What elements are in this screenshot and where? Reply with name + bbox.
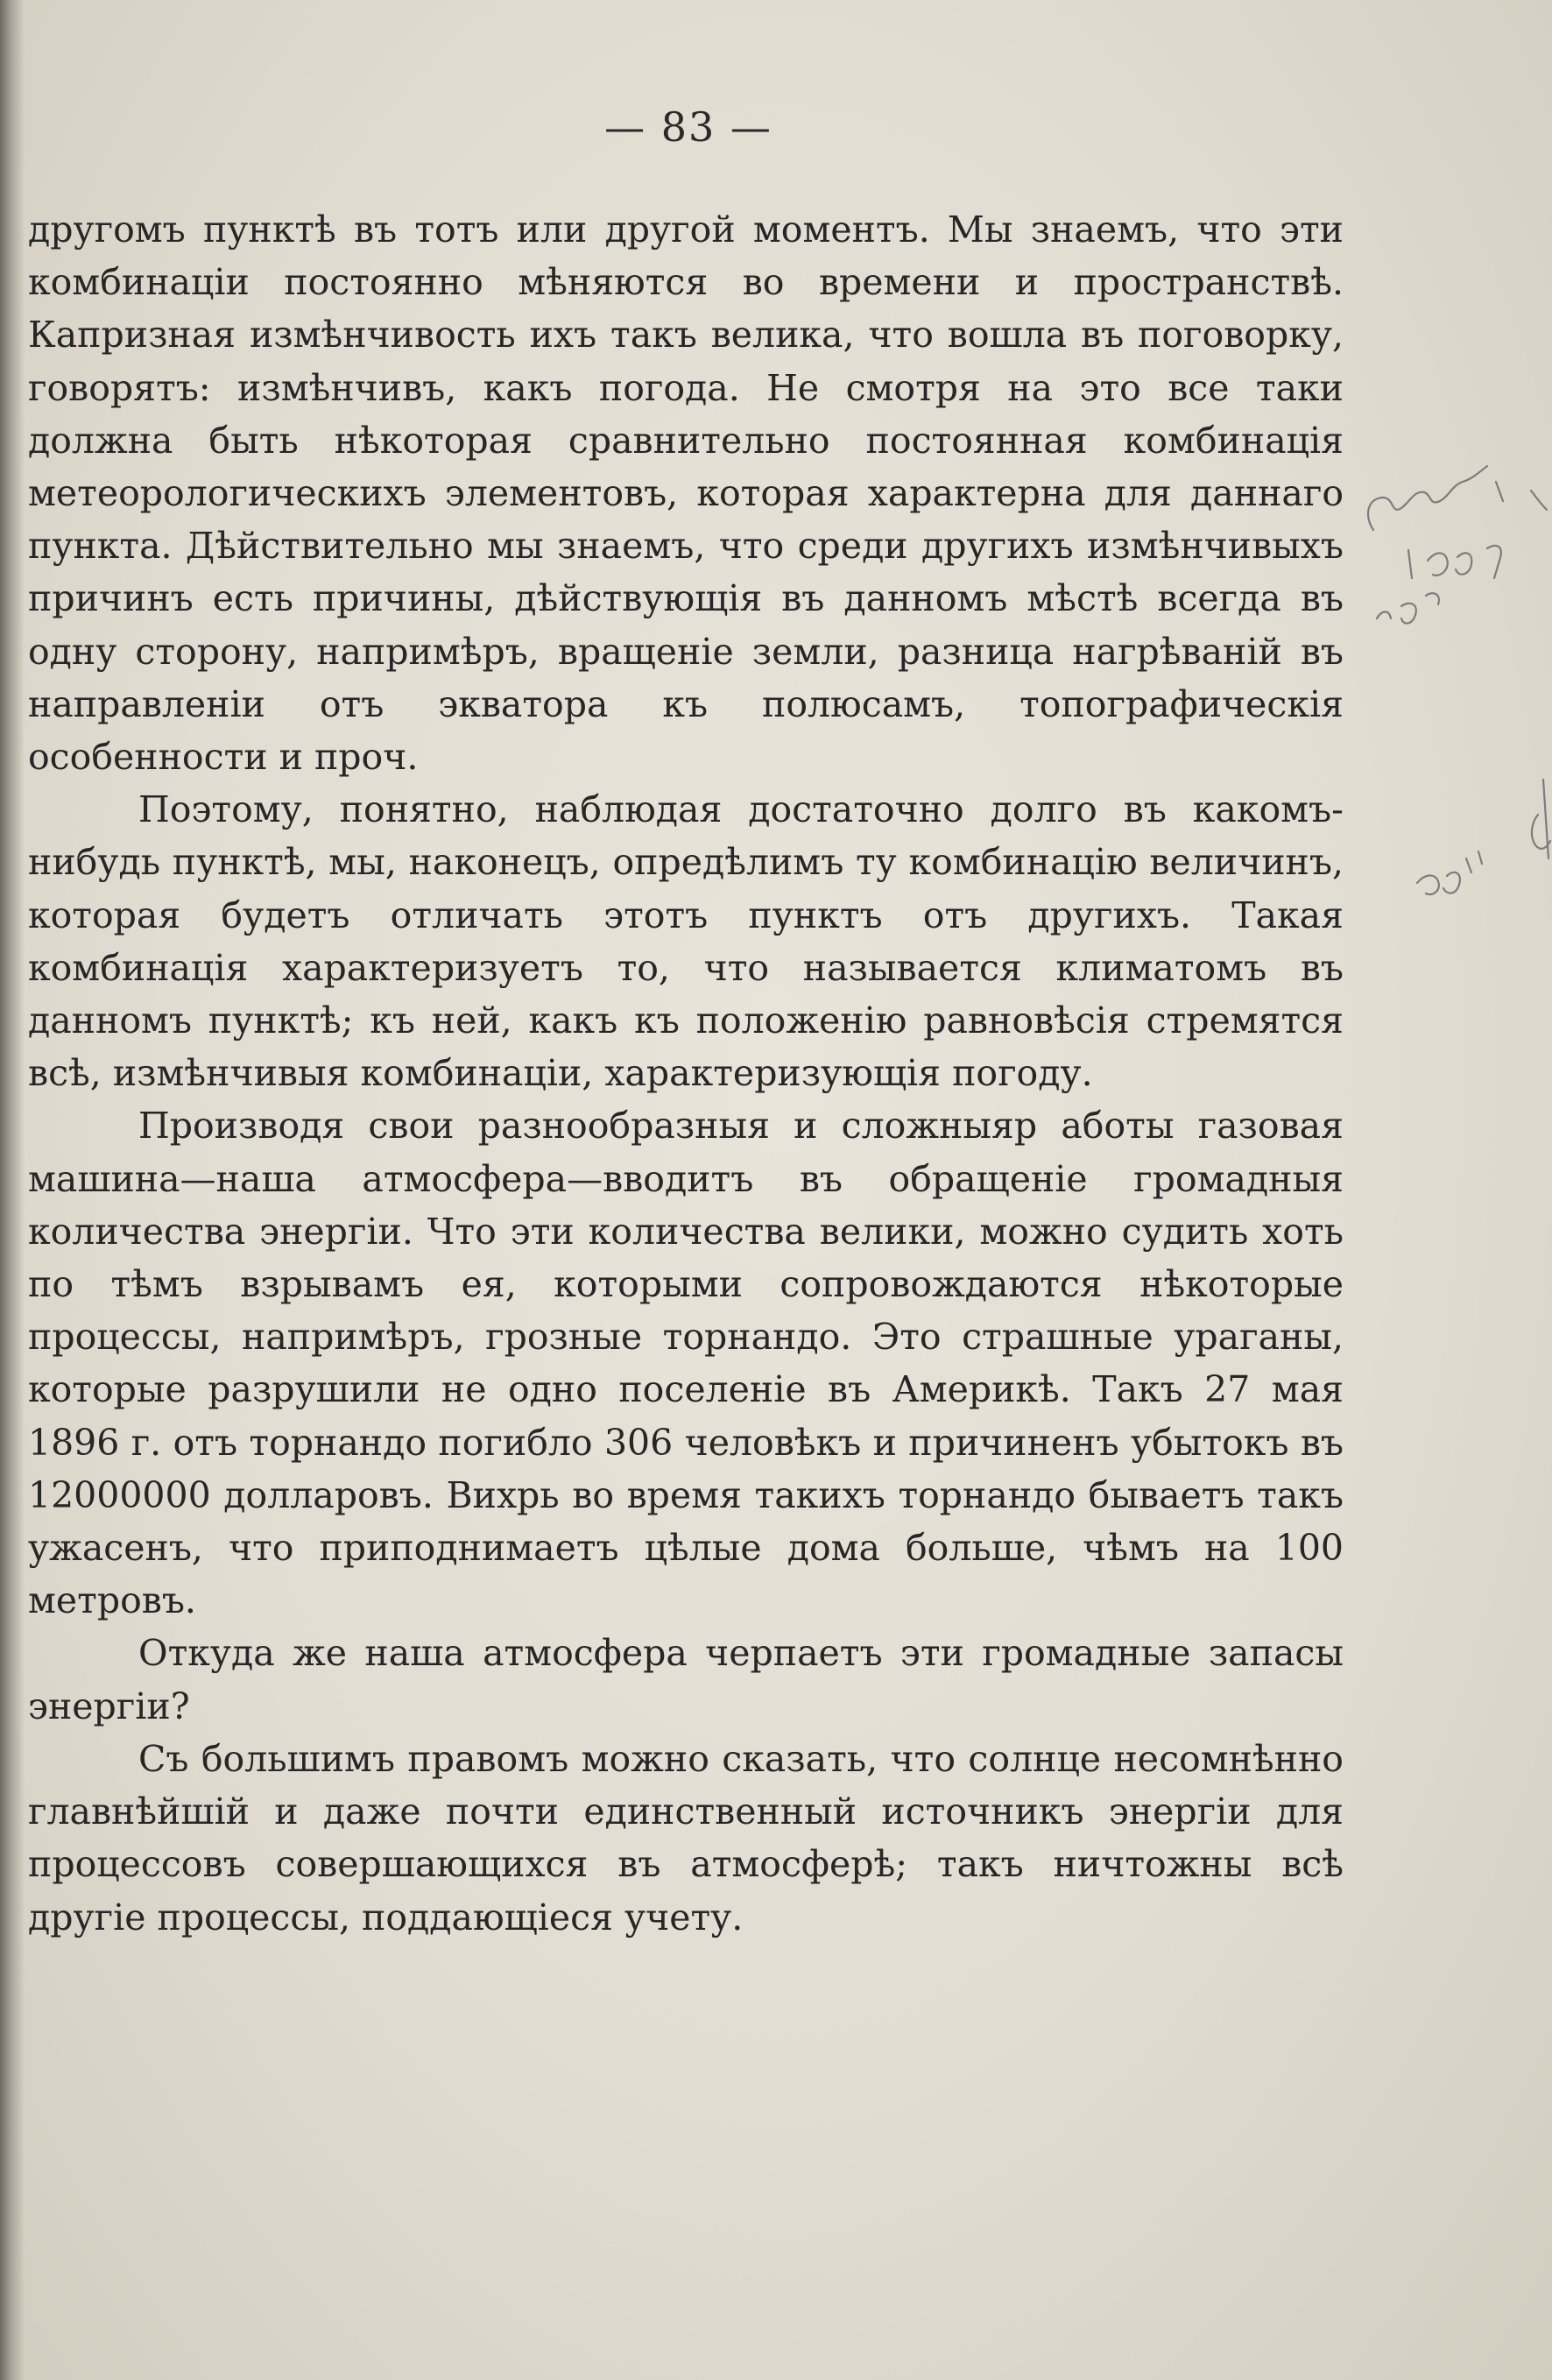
page-number: — 83 — [604,103,772,151]
handwritten-margin-notes [1356,447,1552,937]
body-text [28,203,1344,1944]
paragraph-4: Откуда же наша атмосфера черпаетъ эти громадные запасы энергiи? [28,1632,1344,1727]
paragraph-5: Съ большимъ правомъ можно сказать, что солнце несомнѣнно главнѣйшiй и даже почти единственный источникъ энергiи для процессовъ совершающихся въ атмосферѣ; такъ ничтожны всѣ другiе процессы, поддающiеся учету. [28,1737,1344,1939]
pencil-scribble-icon [1356,447,1552,937]
paragraph-3: Производя свои разнообразныя и сложныяр аботы газовая машина—наша атмосфера—вводитъ въ обращенiе громадныя количества энергiи. Что эти количества велики, можно судить хоть по тѣмъ взрывамъ ея, которыми сопровождаются нѣкоторые процессы, напримѣръ, грозные торнандо. Это страшные ураганы, которые разрушили не одно поселенiе въ Америкѣ. Такъ 27 мая 1896 г. отъ торнандо погибло 306 человѣкъ и причиненъ убытокъ въ 12000000 долларовъ. Вихрь во время такихъ торнандо бываетъ такъ ужасенъ, что приподнимаетъ цѣлые дома больше, чѣмъ на 100 метровъ. [28,1105,1344,1622]
paragraph-2: Поэтому, понятно, наблюдая достаточно долго въ какомъ-нибудь пунктѣ, мы, наконецъ, опредѣлимъ ту комбинацiю величинъ, которая будетъ отличать этотъ пунктъ отъ другихъ. Такая комбинацiя характеризуетъ то, что называется климатомъ въ данномъ пунктѣ; къ ней, какъ къ положенiю равновѣсiя стремятся всѣ, измѣнчивыя комбинацiи, характеризующiя погоду. [28,788,1344,1095]
paragraph-1: другомъ пунктѣ въ тотъ или другой моментъ. Мы знаемъ, что эти комбинацiи постоянно мѣняются во времени и пространствѣ. Капризная измѣнчивость ихъ такъ велика, что вошла въ поговорку, говорятъ: измѣнчивъ, какъ погода. Не смотря на это все таки должна быть нѣкоторая сравнительно постоянная комбинацiя метеорологическихъ элементовъ, которая характерна для даннаго пункта. Дѣйствительно мы знаемъ, что среди другихъ измѣнчивыхъ причинъ есть причины, дѣйствующiя въ данномъ мѣстѣ всегда въ одну сторону, напримѣръ, вращенiе земли, разница нагрѣванiй въ направленiи отъ экватора къ полюсамъ, топографическiя особенности и проч. [28,208,1344,779]
binding-shadow [0,0,25,2380]
